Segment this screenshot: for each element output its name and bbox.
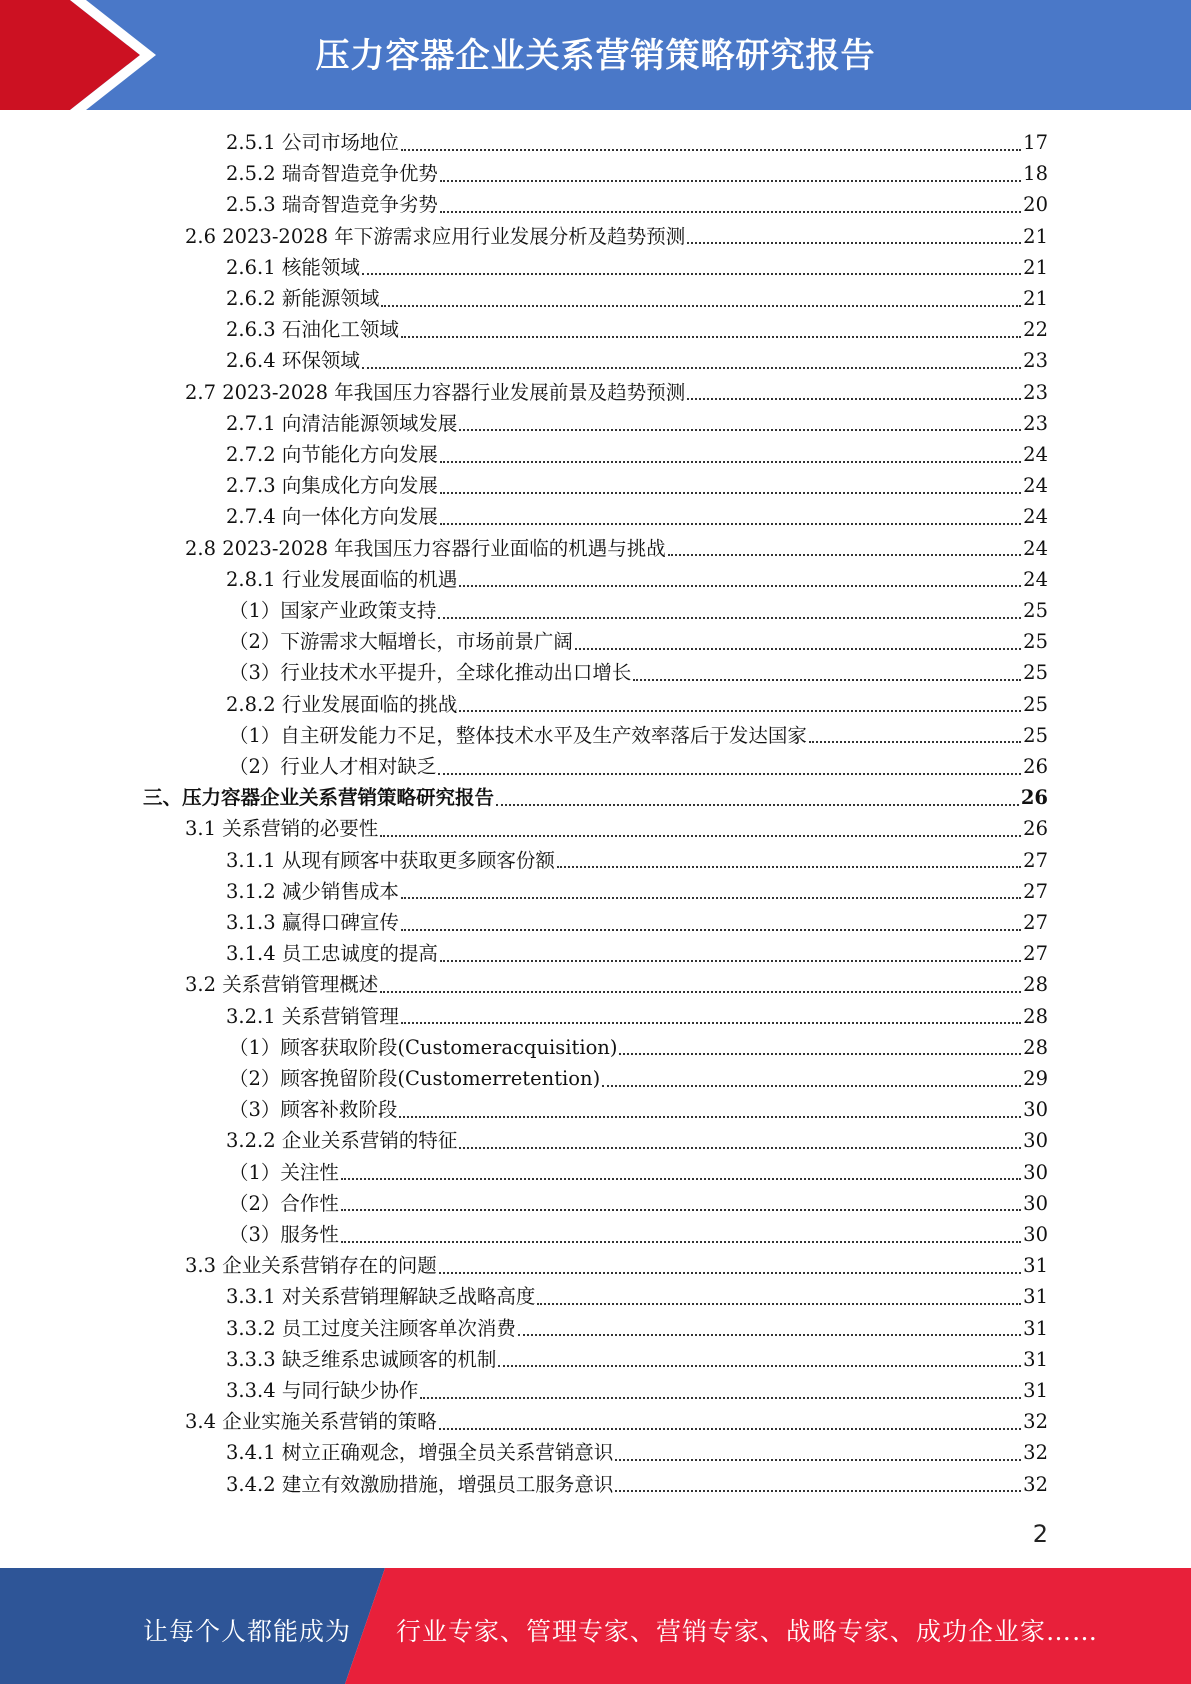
toc-entry-title: 3.4.1 树立正确观念，增强全员关系营销意识 <box>226 1441 614 1465</box>
toc-dot-leader <box>615 1490 1021 1492</box>
toc-entry[interactable] <box>185 1250 1048 1281</box>
toc-entry[interactable] <box>229 1157 1048 1188</box>
toc-entry[interactable] <box>226 1469 1048 1500</box>
toc-entry-page: 30 <box>1023 1191 1048 1215</box>
toc-dot-leader <box>459 585 1021 587</box>
toc-entry[interactable] <box>185 533 1048 564</box>
toc-entry-title: 3.2.1 关系营销管理 <box>226 1004 399 1028</box>
toc-entry-page: 21 <box>1023 287 1048 310</box>
toc-entry[interactable] <box>226 345 1048 376</box>
toc-dot-leader <box>668 554 1021 556</box>
toc-dot-leader <box>362 367 1021 369</box>
toc-entry[interactable] <box>226 1375 1048 1406</box>
toc-entry-page: 17 <box>1023 131 1048 154</box>
toc-entry-page: 24 <box>1023 567 1048 591</box>
toc-entry-page: 30 <box>1023 1098 1048 1122</box>
toc-dot-leader <box>498 1365 1021 1367</box>
toc-entry-title: （2）合作性 <box>229 1191 339 1215</box>
toc-entry[interactable] <box>226 845 1048 876</box>
toc-dot-leader <box>575 648 1021 650</box>
toc-entry-page: 32 <box>1023 1472 1048 1496</box>
toc-dot-leader <box>687 398 1021 400</box>
toc-entry[interactable] <box>226 1281 1048 1312</box>
toc-entry[interactable] <box>229 1032 1048 1063</box>
toc-entry-page: 23 <box>1023 411 1048 435</box>
toc-entry-page: 31 <box>1023 1316 1048 1340</box>
toc-entry-title: 2.8.2 行业发展面临的挑战 <box>226 692 458 716</box>
toc-dot-leader <box>687 242 1021 244</box>
toc-entry-title: 2.6.1 核能领域 <box>226 255 360 279</box>
toc-dot-leader <box>401 149 1021 151</box>
toc-entry-title: 2.7 2023-2028 年我国压力容器行业发展前景及趋势预测 <box>185 380 686 404</box>
toc-entry[interactable] <box>229 1188 1048 1219</box>
page-footer <box>0 1568 1191 1684</box>
toc-dot-leader <box>401 897 1021 899</box>
toc-entry-page: 22 <box>1023 318 1048 342</box>
toc-entry[interactable] <box>229 1219 1048 1250</box>
toc-entry-page: 18 <box>1023 162 1048 186</box>
toc-dot-leader <box>557 866 1021 868</box>
toc-entry-page: 26 <box>1023 755 1048 778</box>
toc-entry[interactable] <box>229 1094 1048 1125</box>
toc-dot-leader <box>341 1209 1021 1211</box>
toc-dot-leader <box>380 835 1021 837</box>
toc-entry-page: 23 <box>1023 349 1048 373</box>
toc-entry-page: 31 <box>1023 1254 1048 1278</box>
toc-entry[interactable] <box>229 626 1048 657</box>
toc-entry-page: 30 <box>1023 1160 1048 1184</box>
toc-entry[interactable] <box>226 283 1048 314</box>
toc-entry-page: 27 <box>1023 879 1048 903</box>
toc-dot-leader <box>438 773 1021 775</box>
toc-dot-leader <box>602 1085 1021 1087</box>
toc-entry-title: 2.5.2 瑞奇智造竞争优势 <box>226 162 438 186</box>
toc-dot-leader <box>439 1272 1021 1274</box>
toc-dot-leader <box>440 523 1021 525</box>
toc-entry-title: （2）下游需求大幅增长，市场前景广阔 <box>229 630 573 654</box>
toc-entry-title: 2.6.4 环保领域 <box>226 349 360 373</box>
toc-entry[interactable] <box>226 1437 1048 1468</box>
toc-entry-page: 31 <box>1023 1379 1048 1402</box>
toc-dot-leader <box>633 679 1021 681</box>
toc-entry-title: 2.6.2 新能源领域 <box>226 287 380 310</box>
toc-entry[interactable] <box>229 1063 1048 1094</box>
toc-entry-title: 3.3.4 与同行缺少协作 <box>226 1379 419 1402</box>
toc-entry[interactable] <box>226 439 1048 470</box>
page-number: 2 <box>1032 1520 1048 1548</box>
toc-entry-page: 27 <box>1023 942 1048 966</box>
toc-entry[interactable] <box>226 470 1048 501</box>
toc-dot-leader <box>440 180 1021 182</box>
toc-entry[interactable] <box>226 876 1048 907</box>
toc-entry-page: 25 <box>1023 599 1048 622</box>
toc-entry-page: 25 <box>1023 661 1048 685</box>
toc-entry-title: 3.3 企业关系营销存在的问题 <box>185 1254 437 1278</box>
toc-dot-leader <box>809 741 1021 743</box>
toc-entry-page: 23 <box>1023 380 1048 404</box>
toc-dot-leader <box>459 1147 1021 1149</box>
toc-entry-title: 3.3.1 对关系营销理解缺乏战略高度 <box>226 1285 536 1309</box>
toc-dot-leader <box>440 492 1021 494</box>
toc-entry[interactable] <box>229 751 1048 782</box>
toc-entry-title: （2）顾客挽留阶段(Customerretention) <box>229 1067 601 1090</box>
toc-entry-page: 28 <box>1023 1004 1048 1028</box>
toc-entry-page: 20 <box>1023 193 1048 217</box>
toc-entry-title: 3.3.2 员工过度关注顾客单次消费 <box>226 1316 516 1340</box>
toc-entry[interactable] <box>185 377 1048 408</box>
toc-dot-leader <box>537 1303 1021 1305</box>
toc-entry-title: 3.2.2 企业关系营销的特征 <box>226 1129 458 1153</box>
toc-entry[interactable] <box>226 1125 1048 1156</box>
toc-entry[interactable] <box>185 969 1048 1000</box>
toc-entry-title: （1）关注性 <box>229 1160 339 1184</box>
toc-entry-title: （3）顾客补救阶段 <box>229 1098 398 1122</box>
toc-entry-title: 3.1.1 从现有顾客中获取更多顾客份额 <box>226 848 555 872</box>
toc-entry-title: 2.6.3 石油化工领域 <box>226 318 399 342</box>
toc-entry[interactable] <box>226 1313 1048 1344</box>
toc-dot-leader <box>459 710 1021 712</box>
toc-entry-title: 2.8 2023-2028 年我国压力容器行业面临的机遇与挑战 <box>185 536 666 560</box>
toc-entry[interactable] <box>226 127 1048 158</box>
toc-dot-leader <box>615 1459 1021 1461</box>
footer-slogan-right: 行业专家、管理专家、营销专家、战略专家、成功企业家…… <box>396 1617 1099 1646</box>
toc-entry-title: （1）顾客获取阶段(Customeracquisition) <box>229 1035 618 1059</box>
toc-entry-title: 2.7.2 向节能化方向发展 <box>226 443 438 466</box>
toc-entry-page: 29 <box>1023 1067 1048 1090</box>
toc-dot-leader <box>440 211 1021 213</box>
toc-entry-title: 3.1 关系营销的必要性 <box>185 817 379 841</box>
toc-entry[interactable] <box>185 1406 1048 1437</box>
toc-entry-title: 3.1.2 减少销售成本 <box>226 879 399 903</box>
toc-entry-title: 3.4.2 建立有效激励措施，增强员工服务意识 <box>226 1472 614 1496</box>
toc-entry[interactable] <box>229 595 1048 626</box>
toc-dot-leader <box>401 1022 1021 1024</box>
toc-dot-leader <box>380 991 1021 993</box>
toc-entry-page: 27 <box>1023 848 1048 872</box>
toc-entry-page: 31 <box>1023 1347 1048 1371</box>
toc-entry-page: 25 <box>1023 630 1048 654</box>
toc-entry-title: 3.3.3 缺乏维系忠诚顾客的机制 <box>226 1347 497 1371</box>
toc-entry-page: 26 <box>1020 786 1048 810</box>
toc-dot-leader <box>401 336 1021 338</box>
toc-entry-title: （1）自主研发能力不足，整体技术水平及生产效率落后于发达国家 <box>229 723 807 747</box>
toc-entry-page: 30 <box>1023 1129 1048 1153</box>
footer-slogan-left: 让每个人都能成为 <box>143 1617 352 1646</box>
toc-entry-title: （3）服务性 <box>229 1223 339 1246</box>
toc-entry-title: 3.2 关系营销管理概述 <box>185 973 379 997</box>
toc-entry-title: 2.7.4 向一体化方向发展 <box>226 505 438 529</box>
toc-entry-page: 28 <box>1023 1035 1048 1059</box>
toc-entry[interactable] <box>229 657 1048 688</box>
toc-dot-leader <box>440 461 1021 463</box>
toc-entry-page: 32 <box>1023 1441 1048 1465</box>
toc-entry[interactable] <box>229 720 1048 751</box>
toc-entry-page: 32 <box>1023 1410 1048 1434</box>
toc-entry[interactable] <box>226 689 1048 720</box>
toc-entry[interactable] <box>226 314 1048 345</box>
toc-entry[interactable] <box>226 938 1048 969</box>
toc-entry-title: （1）国家产业政策支持 <box>229 599 437 622</box>
toc-entry-title: 2.7.1 向清洁能源领域发展 <box>226 411 458 435</box>
toc-entry-page: 24 <box>1023 474 1048 498</box>
toc-entry-title: （3）行业技术水平提升，全球化推动出口增长 <box>229 661 632 685</box>
toc-entry-page: 21 <box>1023 224 1048 248</box>
toc-entry-page: 28 <box>1023 973 1048 997</box>
toc-dot-leader <box>459 429 1021 431</box>
toc-entry-title: 3.1.4 员工忠诚度的提高 <box>226 942 438 966</box>
toc-entry-page: 26 <box>1023 817 1048 841</box>
toc-entry[interactable] <box>226 907 1048 938</box>
toc-entry-title: 2.5.1 公司市场地位 <box>226 131 399 154</box>
header-red-arrow <box>0 0 140 110</box>
toc-entry[interactable] <box>226 189 1048 220</box>
toc-dot-leader <box>401 929 1021 931</box>
toc-dot-leader <box>440 960 1021 962</box>
toc-entry[interactable] <box>143 782 1048 813</box>
toc-dot-leader <box>420 1397 1021 1399</box>
toc-dot-leader <box>341 1241 1021 1243</box>
toc-entry-page: 25 <box>1023 723 1048 747</box>
toc-entry[interactable] <box>226 501 1048 532</box>
toc-entry-page: 24 <box>1023 505 1048 529</box>
toc-dot-leader <box>438 617 1021 619</box>
toc-entry-title: （2）行业人才相对缺乏 <box>229 755 437 778</box>
toc-entry-page: 27 <box>1023 911 1048 934</box>
toc-entry-title: 三、压力容器企业关系营销策略研究报告 <box>143 786 495 810</box>
toc-entry[interactable] <box>185 221 1048 252</box>
header-title: 压力容器企业关系营销策略研究报告 <box>315 36 876 76</box>
toc-entry[interactable] <box>226 564 1048 595</box>
toc-entry-page: 24 <box>1023 536 1048 560</box>
toc-entry[interactable] <box>226 158 1048 189</box>
toc-dot-leader <box>399 1116 1021 1118</box>
toc-entry-page: 24 <box>1023 443 1048 466</box>
toc-entry-page: 31 <box>1023 1285 1048 1309</box>
toc-entry[interactable] <box>226 408 1048 439</box>
toc-entry-title: 2.7.3 向集成化方向发展 <box>226 474 438 498</box>
page-header <box>0 0 1191 110</box>
toc-entry-title: 3.4 企业实施关系营销的策略 <box>185 1410 437 1434</box>
toc-dot-leader <box>518 1334 1021 1336</box>
toc-entry-page: 21 <box>1023 255 1048 279</box>
toc-dot-leader <box>439 1428 1021 1430</box>
toc-entry-title: 2.8.1 行业发展面临的机遇 <box>226 567 458 591</box>
toc-entry-title: 2.5.3 瑞奇智造竞争劣势 <box>226 193 438 217</box>
toc-dot-leader <box>381 305 1021 307</box>
toc-entry[interactable] <box>226 1001 1048 1032</box>
toc-entry-page: 30 <box>1023 1223 1048 1246</box>
toc-dot-leader <box>496 804 1019 806</box>
toc-dot-leader <box>362 273 1021 275</box>
toc-entry-title: 2.6 2023-2028 年下游需求应用行业发展分析及趋势预测 <box>185 224 686 248</box>
toc-entry-title: 3.1.3 赢得口碑宣传 <box>226 911 399 934</box>
toc-entry-page: 25 <box>1023 692 1048 716</box>
toc-entry[interactable] <box>185 813 1048 844</box>
toc-dot-leader <box>619 1053 1021 1055</box>
toc-entry[interactable] <box>226 1344 1048 1375</box>
toc-entry[interactable] <box>226 252 1048 283</box>
toc-dot-leader <box>341 1178 1021 1180</box>
